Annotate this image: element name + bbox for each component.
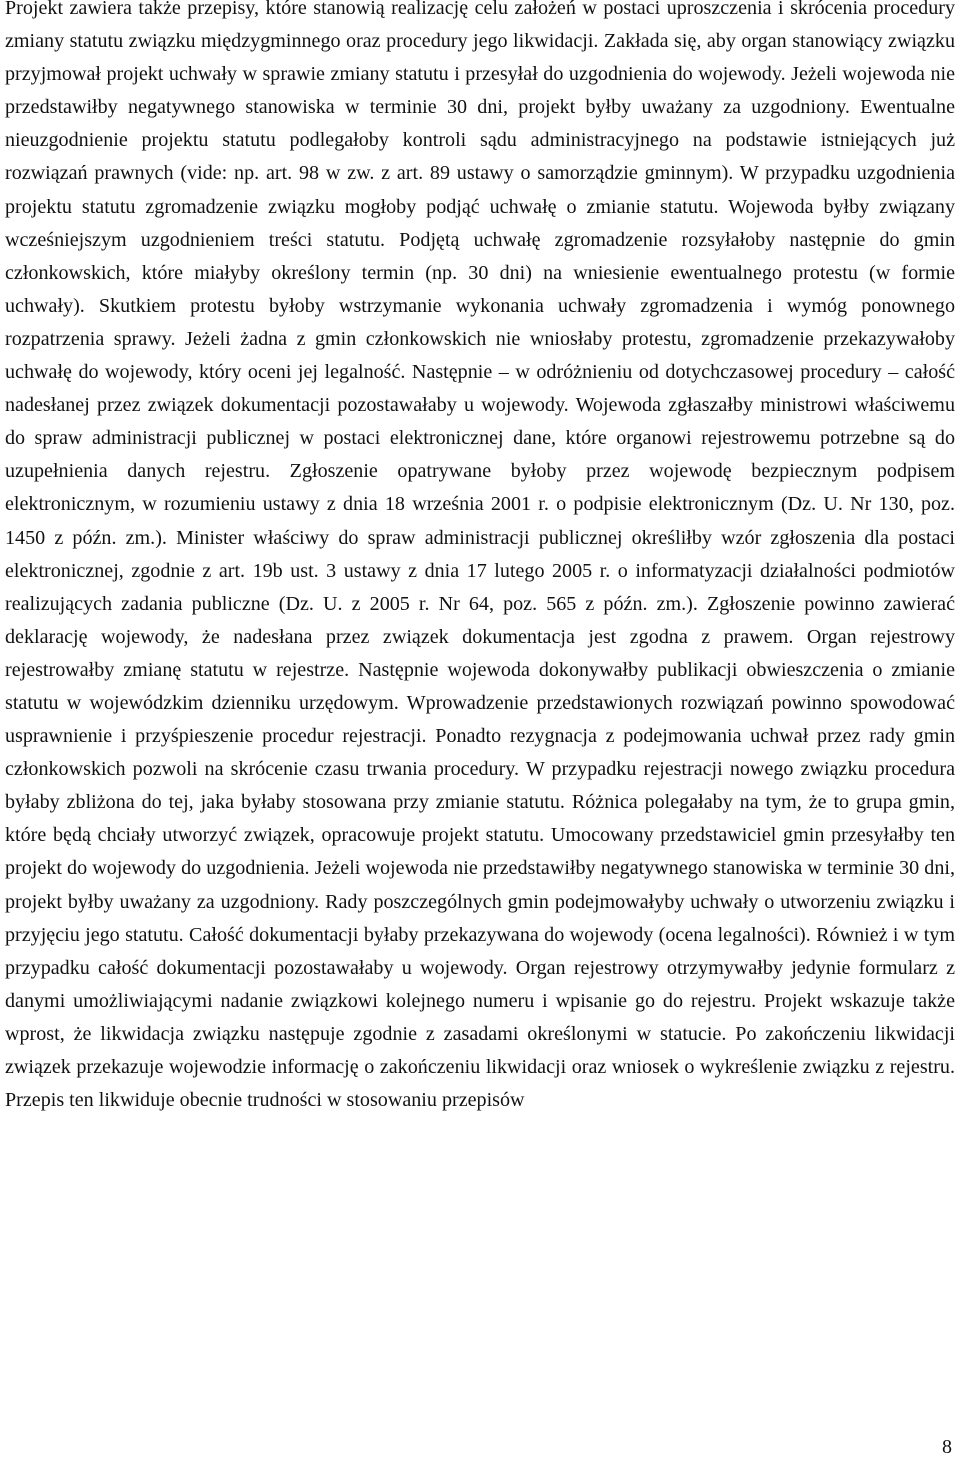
body-paragraph: Projekt zawiera także przepisy, które stanowią realizację celu założeń w postaci uproszczenia i skrócenia procedury zmiany statutu związku międzygminnego oraz procedury jego likwidacji. Zakłada się, aby organ stanowiący związku przyjmował projekt uchwały w sprawie zmiany statutu i przesyłał do uzgodnienia do wojewody. Jeżeli wojewoda nie przedstawiłby negatywnego stanowiska w terminie 30 dni, projekt byłby uważany za uzgodniony. Ewentualne nieuzgodnienie projektu statutu podlegałoby kontroli sądu administracyjnego na podstawie istniejących już rozwiązań prawnych (vide: np. art. 98 w zw. z art. 89 ustawy o samorządzie gminnym). W przypadku uzgodnienia projektu statutu zgromadzenie związku mogłoby podjąć uchwałę o zmianie statutu. Wojewoda byłby związany wcześniejszym uzgodnieniem treści statutu. Podjętą uchwałę zgromadzenie rozsyłałoby następnie do gmin członkowskich, które miałyby określony termin (np. 30 dni) na wniesienie ewentualnego protestu (w formie uchwały). Skutkiem protestu byłoby wstrzymanie wykonania uchwały zgromadzenia i wymóg ponownego rozpatrzenia sprawy. Jeżeli żadna z gmin członkowskich nie wniosłaby protestu, zgromadzenie przekazywałoby uchwałę do wojewody, który oceni jej legalność. Następnie – w odróżnieniu od dotychczasowej procedury – całość nadesłanej przez związek dokumentacji pozostawałaby u wojewody. Wojewoda zgłaszałby ministrowi właściwemu do spraw administracji publicznej w postaci elektronicznej dane, które organowi rejestrowemu potrzebne są do uzupełnienia danych rejestru. Zgłoszenie opatrywane byłoby przez wojewodę bezpiecznym podpisem elektronicznym, w rozumieniu ustawy z dnia 18 września 2001 r. o podpisie elektronicznym (Dz. U. Nr 130, poz. 1450 z późn. zm.). Minister właściwy do spraw administracji publicznej określiłby wzór zgłoszenia dla postaci elektronicznej, zgodnie z art. 19b ust. 3 ustawy z dnia 17 lutego 2005 r. o informatyzacji działalności podmiotów realizujących zadania publiczne (Dz. U. z 2005 r. Nr 64, poz. 565 z późn. zm.). Zgłoszenie powinno zawierać deklarację wojewody, że nadesłana przez związek dokumentacja jest zgodna z prawem. Organ rejestrowy rejestrowałby zmianę statutu w rejestrze. Następnie wojewoda dokonywałby publikacji obwieszczenia o zmianie statutu w wojewódzkim dzienniku urzędowym. Wprowadzenie przedstawionych rozwiązań powinno spowodować usprawnienie i przyśpieszenie procedur rejestracji. Ponadto rezygnacja z podejmowania uchwał przez rady gmin członkowskich pozwoli na skrócenie czasu trwania procedury. W przypadku rejestracji nowego związku procedura byłaby zbliżona do tej, jaka byłaby stosowana przy zmianie statutu. Różnica polegałaby na tym, że to grupa gmin, które będą chciały utworzyć związek, opracowuje projekt statutu. Umocowany przedstawiciel gmin przesyłałby ten projekt do wojewody do uzgodnienia. Jeżeli wojewoda nie przedstawiłby negatywnego stanowiska w terminie 30 dni, projekt byłby uważany za uzgodniony. Rady poszczególnych gmin podejmowałyby uchwały o utworzeniu związku i przyjęciu jego statutu. Całość dokumentacji byłaby przekazywana do wojewody (ocena legalności). Również i w tym przypadku całość dokumentacji pozostawałaby u wojewody. Organ rejestrowy otrzymywałby jedynie formularz z danymi umożliwiającymi nadanie związkowi kolejnego numeru i wpisanie go do rejestru. Projekt wskazuje także wprost, że likwidacja związku następuje zgodnie z zasadami określonymi w statucie. Po zakończeniu likwidacji związek przekazuje wojewodzie informację o zakończeniu likwidacji oraz wniosek o wykreślenie związku z rejestru. Przepis ten likwiduje obecnie trudności w stosowaniu przepisów	[5, 0, 955, 1112]
page-number: 8	[942, 1436, 952, 1458]
